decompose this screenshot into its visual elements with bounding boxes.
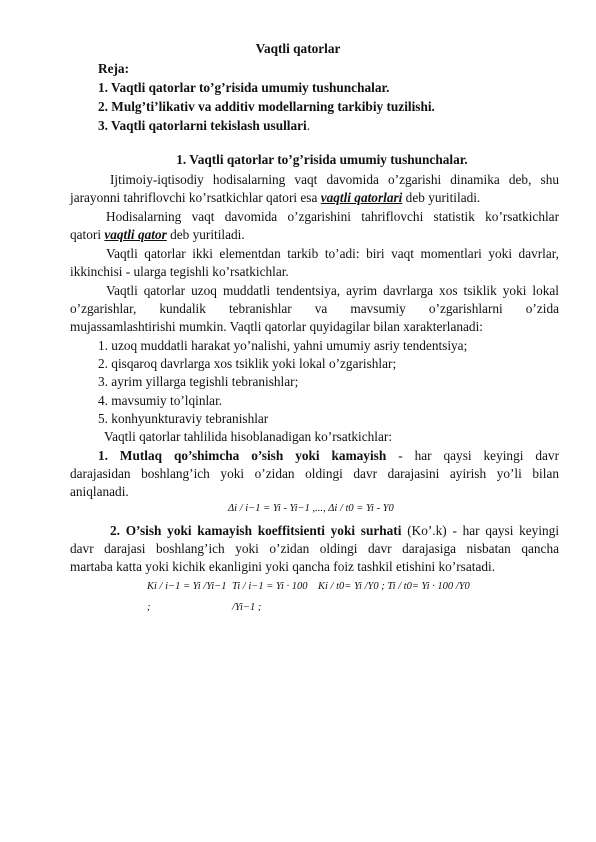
paragraph-4-line-1: Vaqtli qatorlar uzoq muddatli tendentsiya, ayrim davrlarga xos tsiklik yoki lokal [106,283,559,298]
plan-item-3: 3. Vaqtli qatorlarni tekislash usullari. [98,118,311,133]
paragraph-4-line-2: o’zgarishlar, kundalik tebranishlar va mavsumiy o’zgarishlarni o’zida [70,301,559,316]
section-1-heading: 1. Vaqtli qatorlar to’g’risida umumiy tushunchalar. [176,152,468,167]
list-item: 1. uzoq muddatli harakat yo’nalishi, yahni umumiy asriy tendentsiya; [98,338,468,353]
paragraph-3-line-1: Vaqtli qatorlar ikki elementdan tarkib to’adi: biri vaqt momentlari yoki davrlar, [106,246,559,261]
indicators-heading: Vaqtli qatorlar tahlilida hisoblanadigan ko’rsatkichlar: [104,429,393,444]
paragraph-2-line-1: Hodisalarning vaqt davomida o’zgarishini tahriflovchi statistik ko’rsatkichlar [106,209,559,224]
paragraph-2-line-2: qatori vaqtli qator deb yuritiladi. [70,227,245,242]
term-vaqtli-qatorlari: vaqtli qatorlari [320,190,403,205]
indicator-1-line-3: aniqlanadi. [70,484,129,499]
list-item: 4. mavsumiy to’lqinlar. [98,393,223,408]
formula-absolute-increase: Δi / i−1 = Yi - Yi−1 ,..., Δi / t0 = Yi - Y0 [228,503,394,514]
plan-item-2: 2. Mulg’ti’likativ va additiv modellarning tarkibiy tuzilishi. [98,99,435,114]
formula-growth-coefficient-chain: Ki / i−1 = Yi /Yi−1 [147,581,227,592]
page-title: Vaqtli qatorlar [255,41,341,56]
paragraph-3-line-2: ikkinchisi - ularga tegishli ko’rsatkichlar. [70,264,289,279]
list-item: 2. qisqaroq davrlarga xos tsiklik yoki lokal o’zgarishlar; [98,356,397,371]
indicator-2-line-1: 2. O’sish yoki kamayish koeffitsienti yoki surhati (Ko’.k) - har qaysi keyingi [110,523,560,538]
indicator-2-line-3: martaba katta yoki kichik ekanligini yoki qancha foiz tashkil etishini ko’rsatadi. [70,559,496,574]
indicator-1-line-1: 1. Mutlaq qo’shimcha o’sish yoki kamayish - har qaysi keyingi davr [98,448,560,463]
term-vaqtli-qator: vaqtli qator [104,227,167,242]
indicator-2-line-2: davr darajasi boshlang’ich yoki o’zidan oldingi davr darajasiga nisbatan qancha [70,541,559,556]
formula-separator: ; [147,602,151,613]
list-item: 3. ayrim yillarga tegishli tebranishlar; [98,374,299,389]
paragraph-4-line-3: mujassamlashtirishi mumkin. Vaqtli qatorlar quyidagilar bilan xarakterlanadi: [70,319,483,334]
list-item: 5. konhyunkturaviy tebranishlar [98,411,269,426]
plan-heading: Reja: [98,61,130,76]
paragraph-1-line-2: jarayonni tahriflovchi ko’rsatkichlar qatori esa vaqtli qatorlari deb yuritiladi. [70,190,481,205]
plan-item-1: 1. Vaqtli qatorlar to’g’risida umumiy tushunchalar. [98,80,390,95]
formula-growth-rate-chain: Ti / i−1 = Yi · 100 [232,581,308,592]
formula-growth-base: Ki / t0= Yi /Y0 ; Ti / t0= Yi · 100 /Y0 [318,581,470,592]
paragraph-1-line-1: Ijtimoiy-iqtisodiy hodisalarning vaqt davomida o’zgarishi dinamika deb, shu [110,172,559,187]
indicator-1-line-2: darajasidan boshlang’ich yoki o’zidan oldingi davr darajasini ayirish yo’li bilan [70,466,559,481]
formula-growth-rate-chain-denominator: /Yi−1 ; [232,602,262,613]
